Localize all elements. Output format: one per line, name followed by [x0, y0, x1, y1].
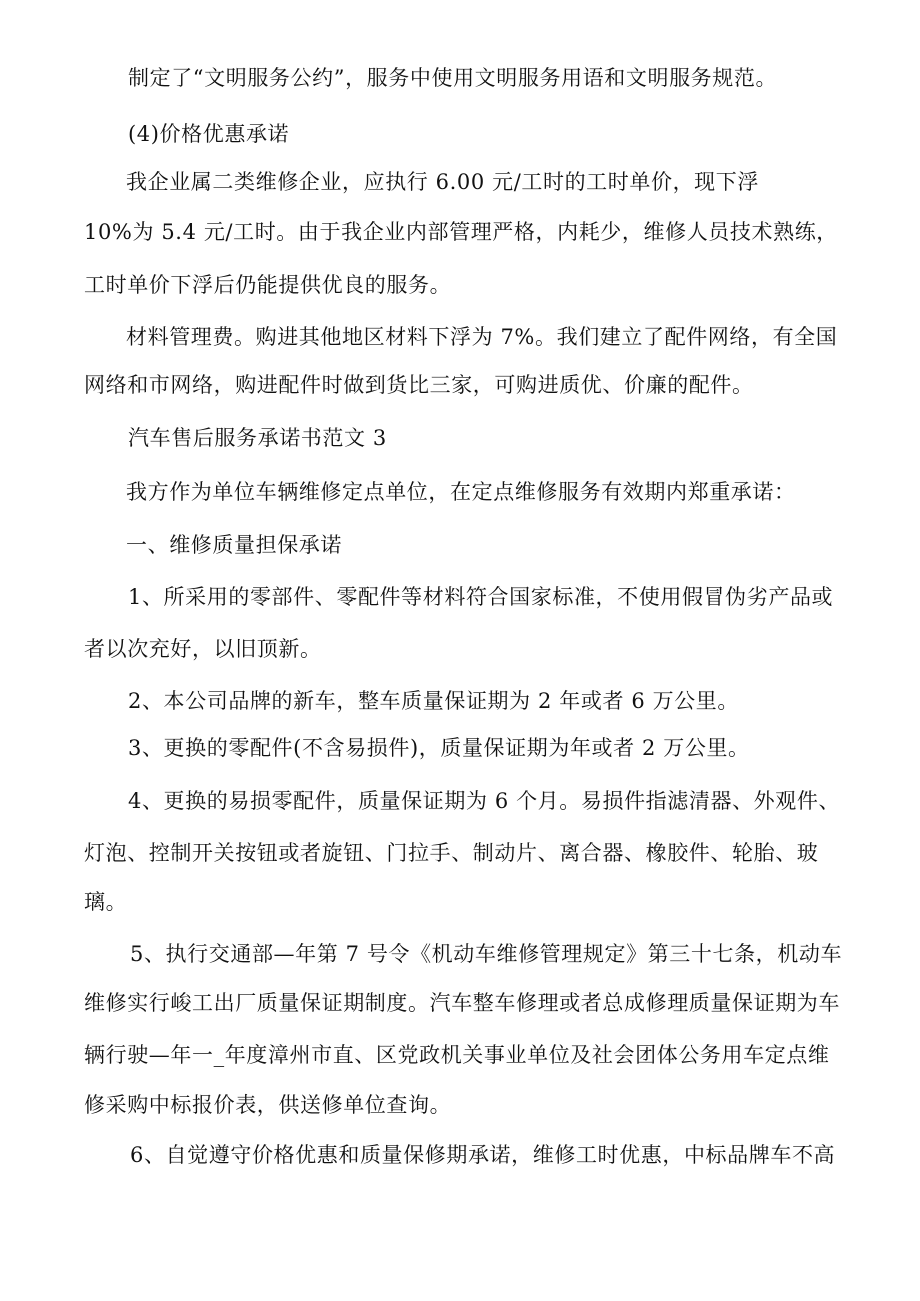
- text-line: 灯泡、控制开关按钮或者旋钮、门拉手、制动片、离合器、橡胶件、轮胎、玻: [84, 841, 819, 865]
- text-line: 修采购中标报价表，供送修单位查询。: [84, 1093, 452, 1117]
- text-line: 材料管理费。购进其他地区材料下浮为 7%。我们建立了配件网络，有全国: [126, 325, 838, 349]
- section-heading: (4)价格优惠承诺: [128, 122, 290, 146]
- text-line: 辆行驶—年一_年度漳州市直、区党政机关事业单位及社会团体公务用车定点维: [84, 1043, 830, 1067]
- text-line: 璃。: [84, 890, 128, 914]
- text-line: 4、更换的易损零配件，质量保证期为 6 个月。易损件指滤清器、外观件、: [128, 789, 841, 813]
- text-line: 工时单价下浮后仍能提供优良的服务。: [84, 273, 452, 297]
- text-line: 网络和市网络，购进配件时做到货比三家，可购进质优、价廉的配件。: [84, 373, 754, 397]
- text-line: 维修实行峻工出厂质量保证期制度。汽车整车修理或者总成修理质量保证期为车: [84, 991, 840, 1015]
- document-title: 汽车售后服务承诺书范文 3: [128, 426, 387, 450]
- text-line: 10%为 5.4 元/工时。由于我企业内部管理严格，内耗少，维修人员技术熟练，: [84, 220, 838, 244]
- text-line: 我企业属二类维修企业，应执行 6.00 元/工时的工时单价，现下浮: [126, 170, 759, 194]
- text-line: 3、更换的零配件(不含易损件)，质量保证期为年或者 2 万公里。: [128, 736, 750, 760]
- text-line: 5、执行交通部—年第 7 号令《机动车维修管理规定》第三十七条，机动车: [130, 942, 843, 966]
- text-line: 制定了“文明服务公约”，服务中使用文明服务用语和文明服务规范。: [128, 66, 778, 90]
- text-line: 我方作为单位车辆维修定点单位，在定点维修服务有效期内郑重承诺：: [126, 480, 796, 504]
- section-heading: 一、维修质量担保承诺: [126, 533, 342, 557]
- text-line: 2、本公司品牌的新车，整车质量保证期为 2 年或者 6 万公里。: [128, 689, 739, 713]
- text-line: 1、所采用的零部件、零配件等材料符合国家标准，不使用假冒伪劣产品或: [128, 585, 834, 609]
- text-line: 6、自觉遵守价格优惠和质量保修期承诺，维修工时优惠，中标品牌车不高: [130, 1143, 836, 1167]
- text-line: 者以次充好，以旧顶新。: [84, 637, 322, 661]
